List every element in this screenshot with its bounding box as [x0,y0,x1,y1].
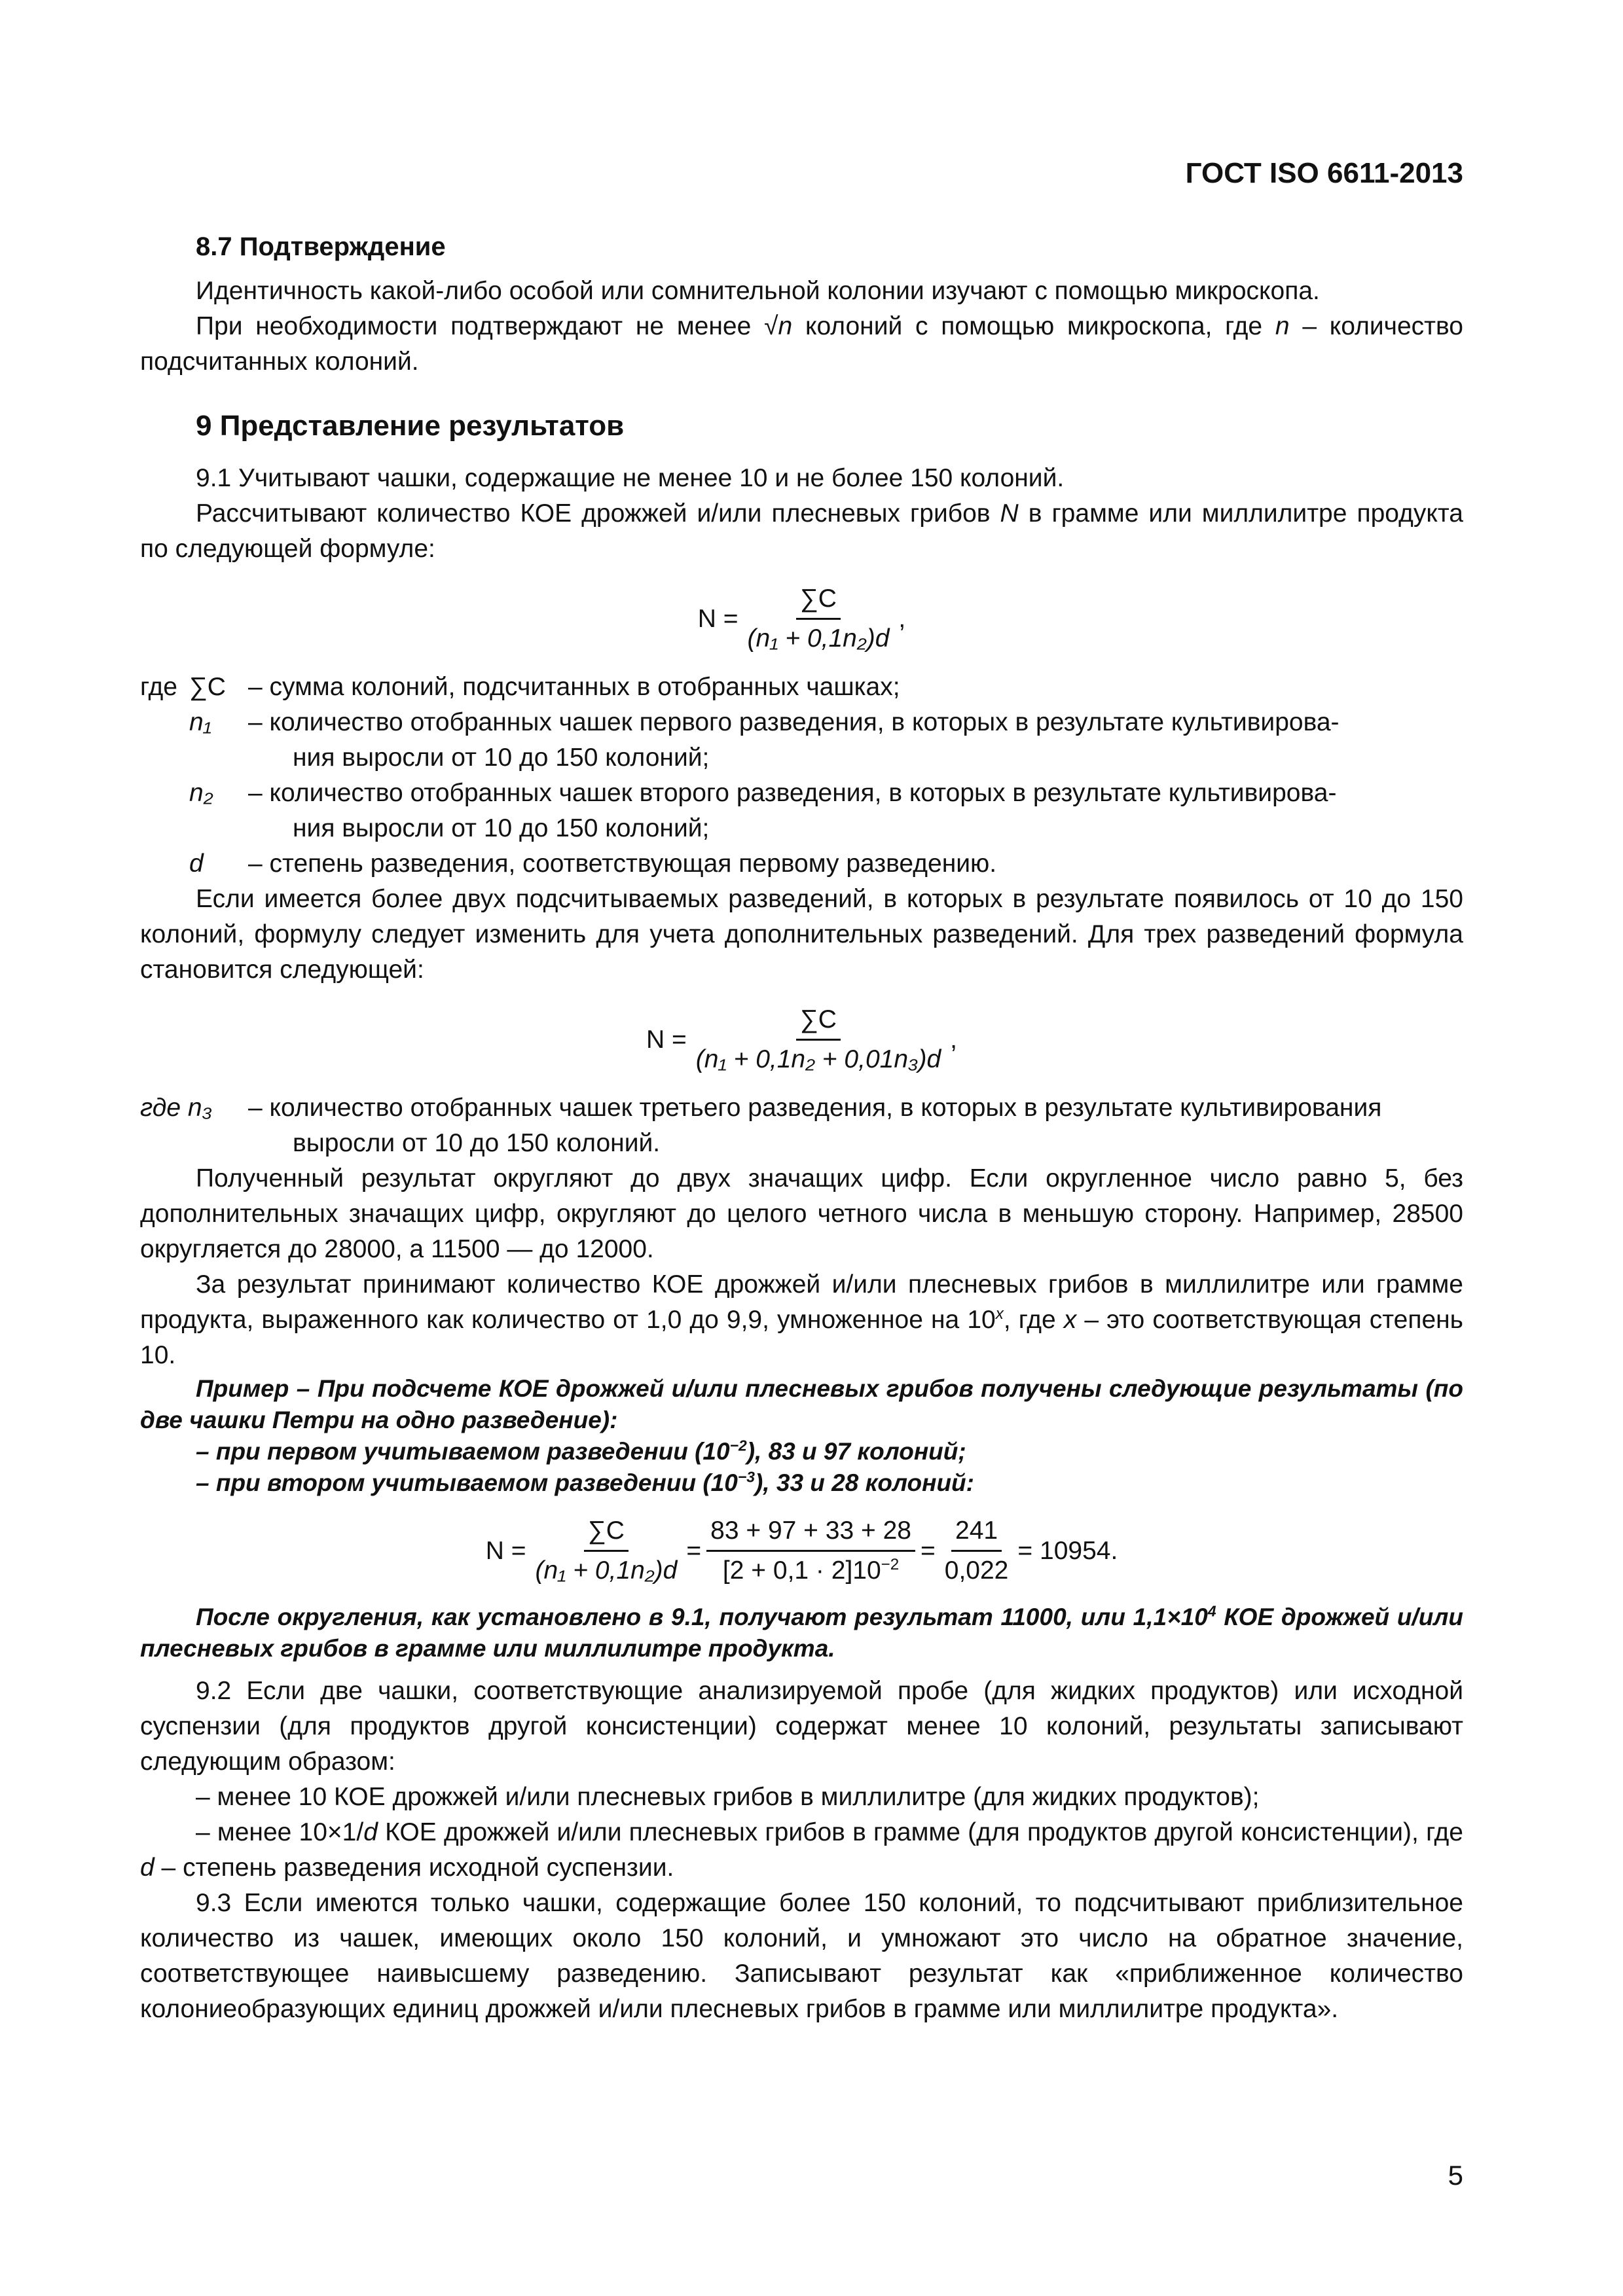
example-item: – при первом учитываемом разведении $(10^{-2})$, 83 и 97 колоний; [196,1437,966,1465]
paragraph: 9.3 Если имеются только чашки, содержащие более 150 колоний, то подсчитывают приблизительное количество из чашек, имеющих около 150 колоний, и умножают это число на обратное значение, соответствующее наивысшему разведению. Записывают результат как «приближенное количество колониеобразующих единиц дрожжей и/или плесневых грибов в грамме или миллилитре продукта». [140,1889,1463,2023]
example-conclusion: После округления, как установлено в 9.1, получают результат 11000, или $1,1\times 10^4$ КОЕ дрожжей и/или плесневых грибов в грамме или миллилитре продукта. [140,1602,1464,1662]
definitions-list [140,670,1463,882]
formula-2: N = $\frac{\sum C}{\text{(n₁ + 0,1n₂ + 0,01n₃)d}}$ , [140,1002,1463,1077]
example-item: – при втором учитываемом разведении $(10^{-3})$, 33 и 28 колоний: [196,1468,974,1496]
document-code: ГОСТ ISO 6611-2013 [1185,157,1463,189]
list-item: – менее 10 КОЕ дрожжей и/или плесневых грибов в миллилитре (для жидких продуктов); [196,1783,1260,1811]
formula-3: N = $\frac{\sum C}{\text{(n₁ + 0,1n₂)d}}$ = $\frac{83 + 97 + 33 + 28}{[2 + 0,1 \cdot 2]10^{-2}}$ = $\frac{241}{0,022}$ = 10954. [140,1513,1463,1588]
sqrt-n-symbol: √n [764,312,793,340]
definition-item: n₁ – количество отобранных чашек первого разведения, в которых в результате культивирова- ния выросли от 10 до 150 колоний; [189,708,1340,772]
definition-item-n3: где n₃ – количество отобранных чашек третьего разведения, в которых в результате культивирования выросли от 10 до 150 колоний. [140,1094,1382,1157]
definition-item: где ∑C – сумма колоний, подсчитанных в отобранных чашках; [140,673,900,701]
paragraph: Если имеется более двух подсчитываемых разведений, в которых в результате появилось от 10 до 150 колоний, формулу следует изменить для учета дополнительных разведений. Для трех разведений формула становится следующей: [140,885,1463,984]
paragraph: Идентичность какой-либо особой или сомнительной колонии изучают с помощью микроскопа. [196,277,1320,305]
example-block: Пример – При подсчете КОЕ дрожжей и/или плесневых грибов получены следующие результаты (по две чашки Петри на одно разведение): – при первом учитываемом разведении $(10^{-2})$, 83 и 97 колоний; – при втором учитываемом разведении $(10^{-3})$, 33 и 28 колоний: [140,1373,1463,1499]
page-content [140,229,1463,2027]
definition-item: d – степень разведения, соответствующая первому разведению. [189,850,997,878]
section-8-7-title: 8.7 Подтверждение [196,232,446,261]
page-number: 5 [1448,2160,1463,2191]
paragraph: Рассчитывают количество КОЕ дрожжей и/или плесневых грибов N в грамме или миллилитре продукта по следующей формуле: [140,499,1463,563]
paragraph: 9.1 Учитывают чашки, содержащие не менее 10 и не более 150 колоний. [196,464,1065,492]
formula-1: N = $\frac{\sum C}{\text{(n₁ + 0,1n₂)d}}$ , [140,581,1463,656]
paragraph: Полученный результат округляют до двух значащих цифр. Если округленное число равно 5, без дополнительных значащих цифр, округляют до целого четного числа в меньшую сторону. Например, 28500 округляется до 28000, а 11500 — до 12000. [140,1164,1463,1263]
paragraph: 9.2 Если две чашки, соответствующие анализируемой пробе (для жидких продуктов) или исходной суспензии (для продуктов другой консистенции) содержат менее 10 колоний, результаты записывают следующим образом: [140,1677,1463,1776]
definition-item: n₂ – количество отобранных чашек второго разведения, в которых в результате культивирова- ния выросли от 10 до 150 колоний; [189,779,1337,842]
paragraph: При необходимости подтверждают не менее √n колоний с помощью микроскопа, где n – количество подсчитанных колоний. [140,312,1464,376]
list-item: – менее 10×1/d КОЕ дрожжей и/или плесневых грибов в грамме (для продуктов другой консистенции), где d – степень разведения исходной суспензии. [140,1818,1463,1882]
paragraph: За результат принимают количество КОЕ дрожжей и/или плесневых грибов в миллилитре или грамме продукта, выраженного как количество от 1,0 до 9,9, умноженное на 10$^x$, где x – это соответствующая степень 10. [140,1270,1463,1369]
section-9-title: 9 Представление результатов [196,410,625,442]
